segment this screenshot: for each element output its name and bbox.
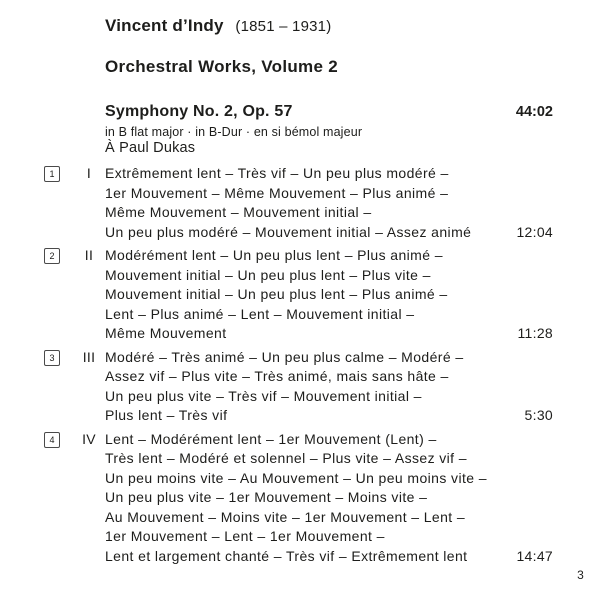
composer-name: Vincent d’Indy [105,16,224,35]
movement-numeral: III [82,348,96,365]
composer-dates: (1851 – 1931) [235,18,332,35]
track-list [44,164,553,570]
movement-text [105,430,487,567]
track-duration: 11:28 [517,325,553,341]
track-duration: 12:04 [516,223,553,240]
movement-line: Un peu plus modéré – Mouvement initial – Assez animé [105,223,472,240]
movement-line: 1er Mouvement – Même Mouvement – Plus animé – [105,184,449,201]
page-number: 3 [577,568,584,582]
track-row [44,164,553,242]
movement-line: Mouvement initial – Un peu plus lent – Plus vite – [105,266,431,283]
movement-numeral: I [86,165,92,181]
track-number: 2 [49,251,55,261]
composer-line [105,16,331,36]
track-number-box [44,432,60,448]
track-number-box [44,350,60,366]
track-duration: 5:30 [524,407,553,423]
work-header [105,103,553,123]
work-total-duration: 44:02 [515,104,553,120]
movement-line: Un peu moins vite – Au Mouvement – Un peu moins vite – [105,469,487,486]
movement-line: Extrêmement lent – Très vif – Un peu plus modéré – [105,165,449,181]
movement-line: Même Mouvement [105,325,227,341]
movement-text [105,348,464,426]
track-row [44,246,553,344]
movement-line: 1er Mouvement – Lent – 1er Mouvement – [105,528,385,544]
movement-text [105,246,448,344]
movement-line: Modéré – Très animé – Un peu plus calme – Modéré – [105,348,464,365]
movement-line: Un peu plus vite – 1er Mouvement – Moins vite – [105,489,428,505]
movement-line: Plus lent – Très vif [105,407,228,423]
work-key-line: in B flat major · in B-Dur · en si bémol majeur [105,125,363,139]
track-duration: 14:47 [516,547,553,564]
album-title: Orchestral Works, Volume 2 [105,57,338,76]
movement-line: Modérément lent – Un peu plus lent – Plus animé – [105,247,443,263]
track-row [44,348,553,426]
movement-line: Mouvement initial – Un peu plus lent – Plus animé – [105,286,448,302]
work-dedication: À Paul Dukas [105,140,196,156]
work-title: Symphony No. 2, Op. 57 [105,103,293,120]
track-row [44,430,553,567]
track-number: 4 [49,434,55,445]
movement-line: Même Mouvement – Mouvement initial – [105,204,372,220]
movement-line: Un peu plus vite – Très vif – Mouvement initial – [105,387,422,404]
track-number: 3 [49,352,55,363]
track-number: 1 [49,169,55,179]
movement-line: Assez vif – Plus vite – Très animé, mais sans hâte – [105,368,449,384]
track-number-box [44,166,60,182]
movement-line: Lent et largement chanté – Très vif – Extrêmement lent [105,547,468,564]
movement-text [105,164,471,242]
movement-line: Très lent – Modéré et solennel – Plus vite – Assez vif – [105,450,467,466]
movement-numeral: II [84,247,94,263]
movement-line: Lent – Modérément lent – 1er Mouvement (Lent) – [105,430,437,447]
movement-numeral: IV [82,430,96,447]
track-number-box [44,248,60,264]
movement-line: Lent – Plus animé – Lent – Mouvement initial – [105,305,415,322]
movement-line: Au Mouvement – Moins vite – 1er Mouvement – Lent – [105,508,466,525]
